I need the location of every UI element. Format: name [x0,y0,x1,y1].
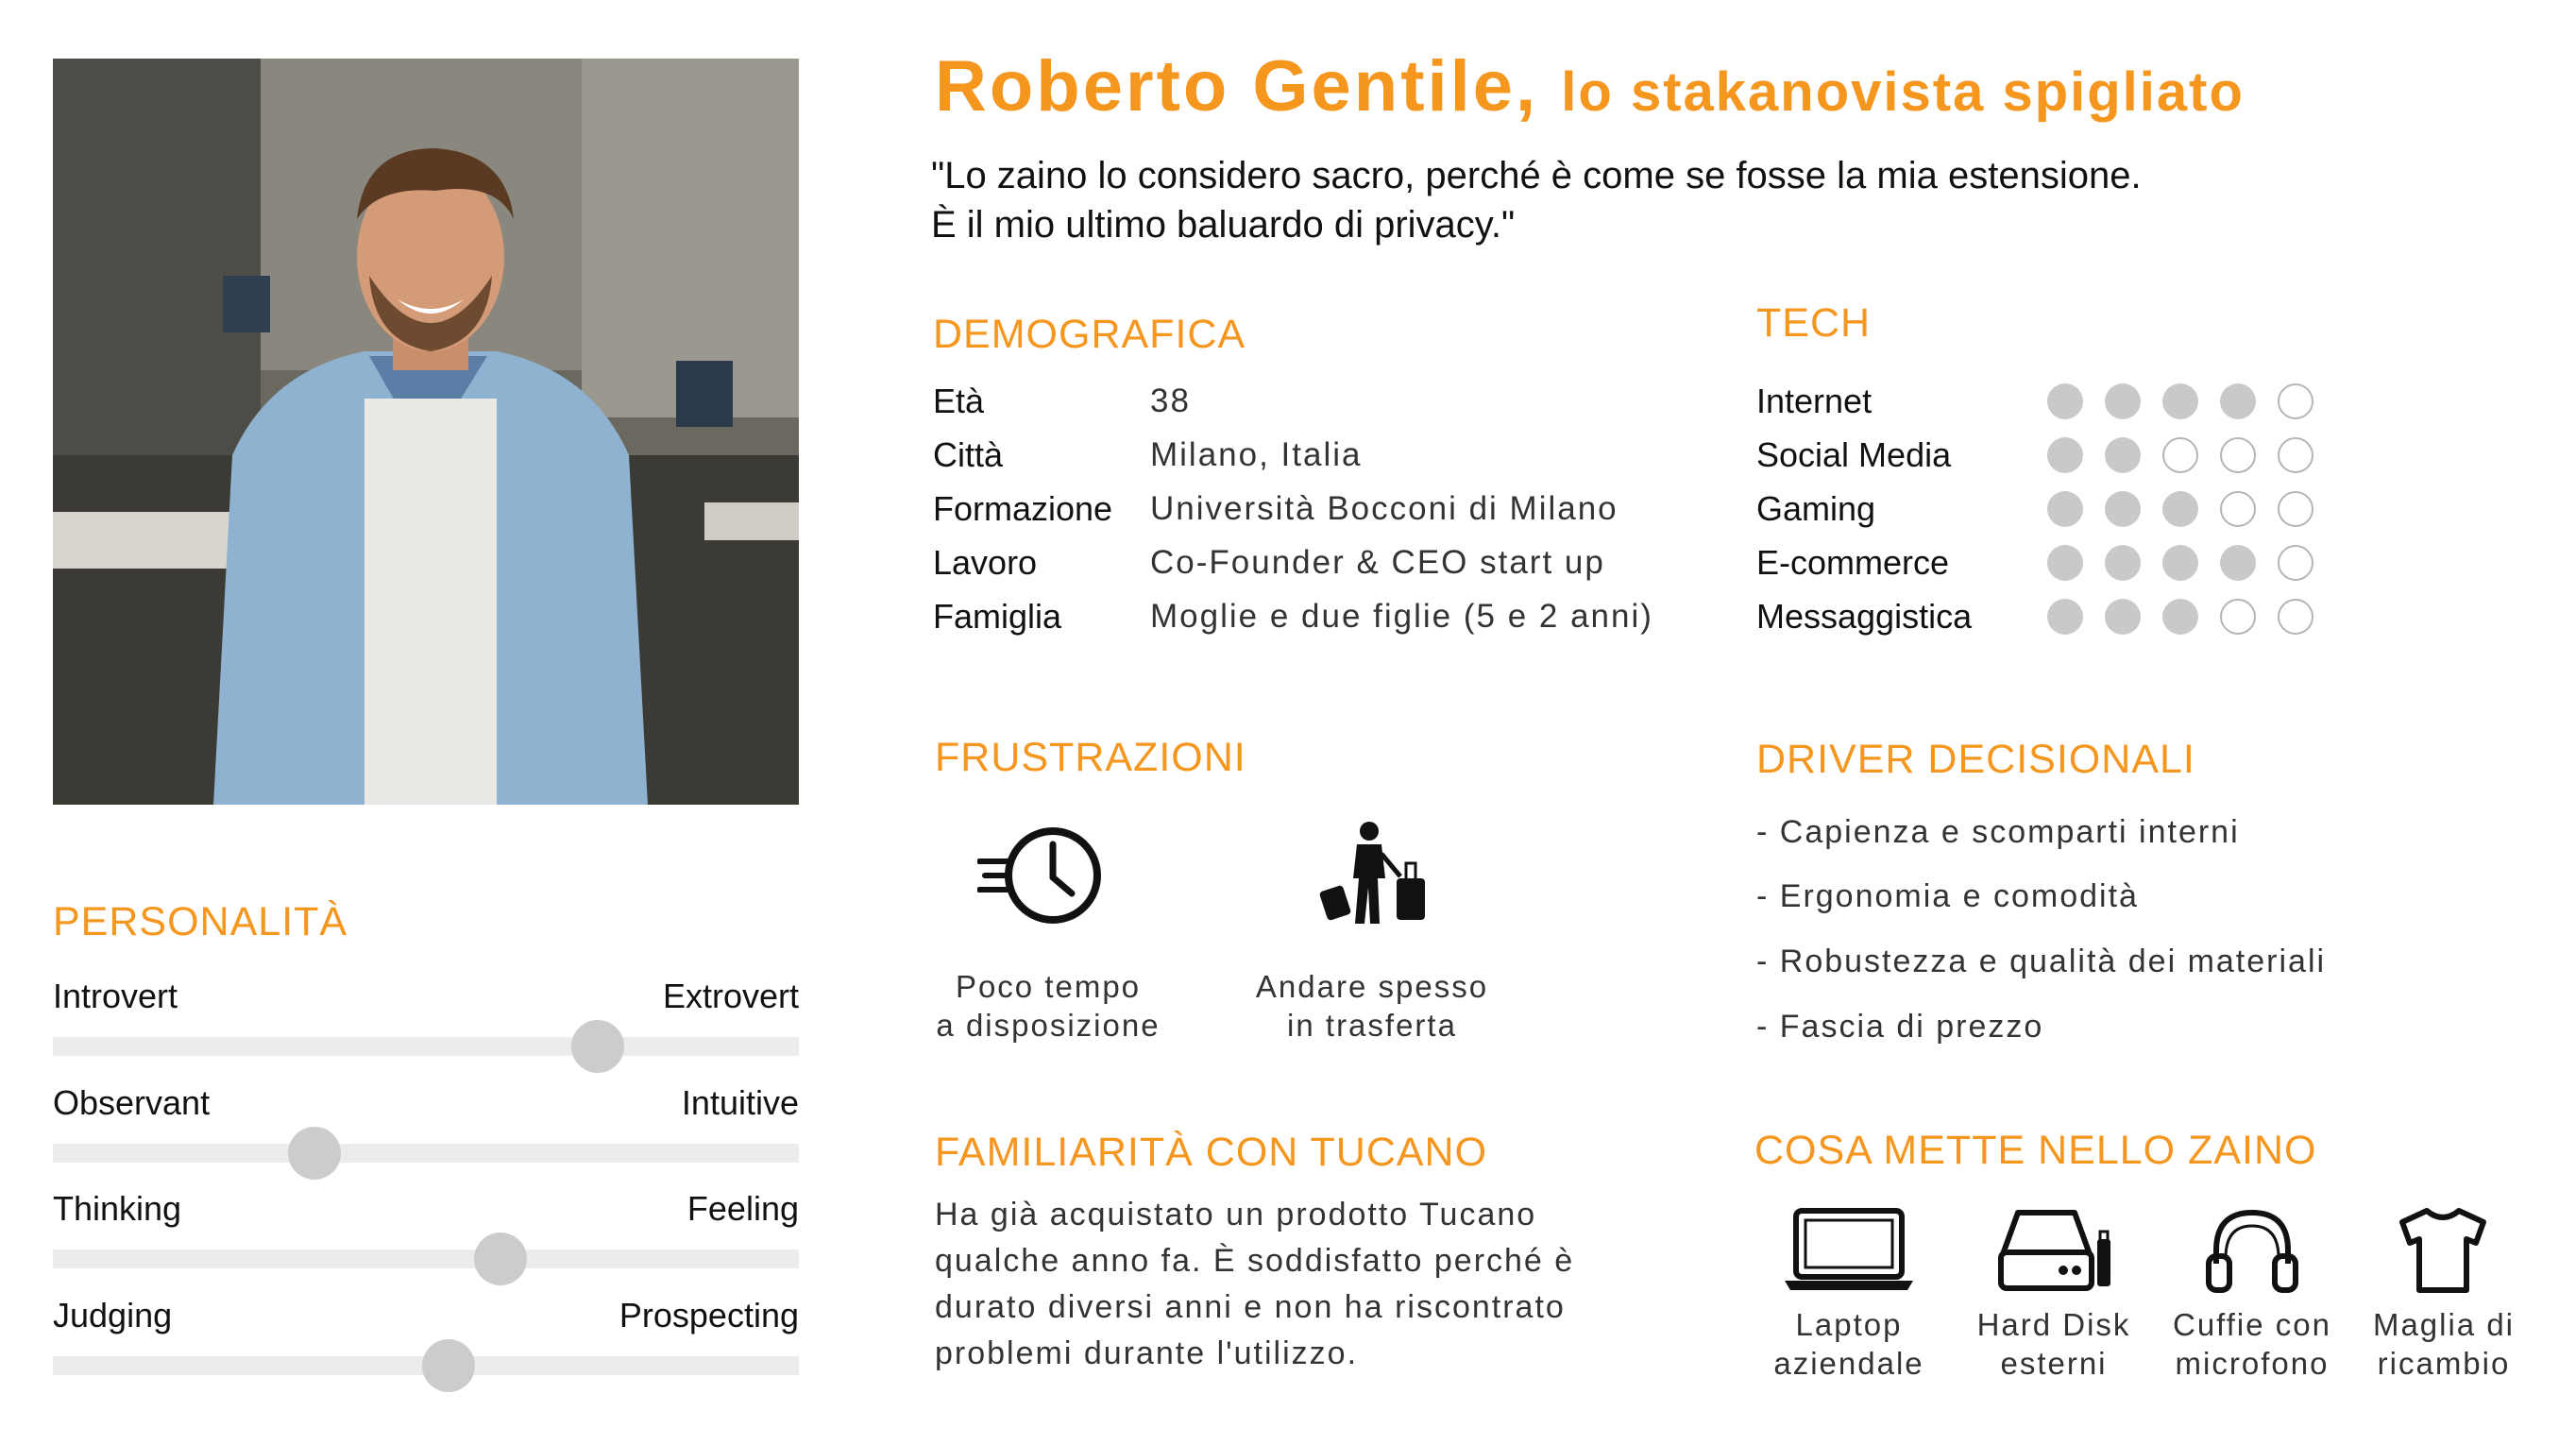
personality-right-label: Feeling [686,1189,799,1228]
rating-dot-filled [2162,383,2198,419]
demo-label-eta: Età [933,382,985,420]
tech-label: E-commerce [1756,543,1950,582]
rating-dot-filled [2047,491,2083,527]
demo-value-lavoro: Co-Founder & CEO start up [1150,544,1605,581]
familiarita-line-4: problemi durante l'utilizzo. [935,1335,1359,1371]
frustrazione-caption-2 [1245,967,1500,1045]
personality-slider-track [53,1144,799,1163]
rating-dot-filled [2047,545,2083,581]
zaino-caption-1 [1737,1305,1960,1383]
frustrazione-1-line2: a disposizione [936,1008,1161,1043]
rating-dot-filled [2105,545,2141,581]
rating-dot-filled [2162,545,2198,581]
zaino-3-line1: Cuffie con [2173,1307,2331,1342]
zaino-caption-4 [2340,1305,2548,1383]
tech-label: Internet [1756,382,1873,420]
rating-dot-filled [2220,545,2256,581]
rating-dot-filled [2047,383,2083,419]
zaino-3-line2: microfono [2175,1346,2330,1381]
persona-name [935,45,2245,128]
rating-dot-filled [2220,383,2256,419]
rating-dot-empty [2220,437,2256,473]
tech-label: Social Media [1756,435,1952,474]
personality-left-label: Introvert [53,977,178,1015]
familiarita-line-3: durato diversi anni e non ha riscontrato [935,1289,1566,1325]
demo-value-famiglia: Moglie e due figlie (5 e 2 anni) [1150,598,1653,635]
rating-dot-filled [2162,599,2198,635]
demo-value-citta: Milano, Italia [1150,436,1363,473]
zaino-4-line1: Maglia di [2372,1307,2516,1342]
driver-item-3: - Robustezza e qualità dei materiali [1756,944,2327,979]
familiarita-line-2: qualche anno fa. È soddisfatto perché è [935,1243,1575,1279]
rating-dot-empty [2220,491,2256,527]
driver-item-4: - Fascia di prezzo [1756,1009,2044,1045]
hard-disk-icon [1997,1207,2115,1294]
zaino-title: COSA METTE NELLO ZAINO [1754,1128,2317,1173]
rating-dot-filled [2105,383,2141,419]
demo-label-lavoro: Lavoro [933,543,1038,582]
rating-dot-filled [2105,491,2141,527]
rating-dot-filled [2105,437,2141,473]
familiarita-text [935,1192,1652,1377]
rating-dot-empty [2278,491,2313,527]
tech-label: Messaggistica [1756,597,1973,636]
frustrazione-2-line1: Andare spesso [1255,969,1489,1004]
persona-name-text: Roberto Gentile, [935,46,1539,127]
zaino-2-line2: esterni [2000,1346,2108,1381]
frustrazioni-title: FRUSTRAZIONI [935,735,1246,780]
tech-title: TECH [1756,300,1872,346]
zaino-4-line2: ricambio [2377,1346,2511,1381]
frustrazione-1-line1: Poco tempo [955,969,1142,1004]
personality-left-label: Thinking [53,1189,182,1228]
driver-item-2: - Ergonomia e comodità [1756,878,2139,914]
personality-slider-knob [474,1232,527,1285]
personality-left-label: Observant [53,1083,211,1122]
personality-right-label: Prospecting [619,1296,799,1334]
demo-value-eta: 38 [1150,382,1191,419]
personality-slider-track [53,1250,799,1268]
personality-right-label: Extrovert [662,977,799,1015]
zaino-caption-2 [1945,1305,2162,1383]
personality-left-label: Judging [53,1296,173,1334]
persona-subtitle: lo stakanovista spigliato [1561,61,2245,123]
demografica-title: DEMOGRAFICA [933,312,1246,357]
demo-value-formazione: Università Bocconi di Milano [1150,490,1618,527]
zaino-1-line1: Laptop [1795,1307,1903,1342]
rating-dot-filled [2162,491,2198,527]
quote-line-2: È il mio ultimo baluardo di privacy." [931,204,1516,246]
zaino-caption-3 [2144,1305,2361,1383]
personality-slider-track [53,1037,799,1056]
demo-label-formazione: Formazione [933,489,1113,528]
tech-label: Gaming [1756,489,1876,528]
persona-quote [931,151,2142,249]
headphones-icon [2205,1205,2299,1296]
rating-dot-filled [2047,437,2083,473]
zaino-1-line2: aziendale [1773,1346,1924,1381]
rating-dot-empty [2278,545,2313,581]
familiarita-title: FAMILIARITÀ CON TUCANO [935,1130,1488,1175]
familiarita-line-1: Ha già acquistato un prodotto Tucano [935,1197,1537,1232]
driver-item-1: - Capienza e scomparti interni [1756,814,2240,850]
traveler-luggage-icon [1317,820,1431,928]
fast-clock-icon [977,824,1105,927]
tshirt-icon [2398,1207,2488,1294]
personality-right-label: Intuitive [681,1083,799,1122]
personality-slider-knob [571,1020,624,1073]
driver-title: DRIVER DECISIONALI [1756,737,2195,782]
personalita-title: PERSONALITÀ [53,899,348,944]
rating-dot-filled [2105,599,2141,635]
personality-slider-knob [422,1339,475,1392]
rating-dot-filled [2047,599,2083,635]
rating-dot-empty [2220,599,2256,635]
personality-slider-knob [288,1127,341,1180]
laptop-icon [1783,1207,1915,1294]
quote-line-1: "Lo zaino lo considero sacro, perché è come se fosse la mia estensione. [931,155,2142,196]
rating-dot-empty [2278,599,2313,635]
demo-label-famiglia: Famiglia [933,597,1062,636]
rating-dot-empty [2278,437,2313,473]
frustrazione-2-line2: in trasferta [1287,1008,1457,1043]
demo-label-citta: Città [933,435,1004,474]
rating-dot-empty [2278,383,2313,419]
frustrazione-caption-1 [930,967,1166,1045]
zaino-2-line1: Hard Disk [1976,1307,2131,1342]
rating-dot-empty [2162,437,2198,473]
persona-photo [53,59,799,805]
